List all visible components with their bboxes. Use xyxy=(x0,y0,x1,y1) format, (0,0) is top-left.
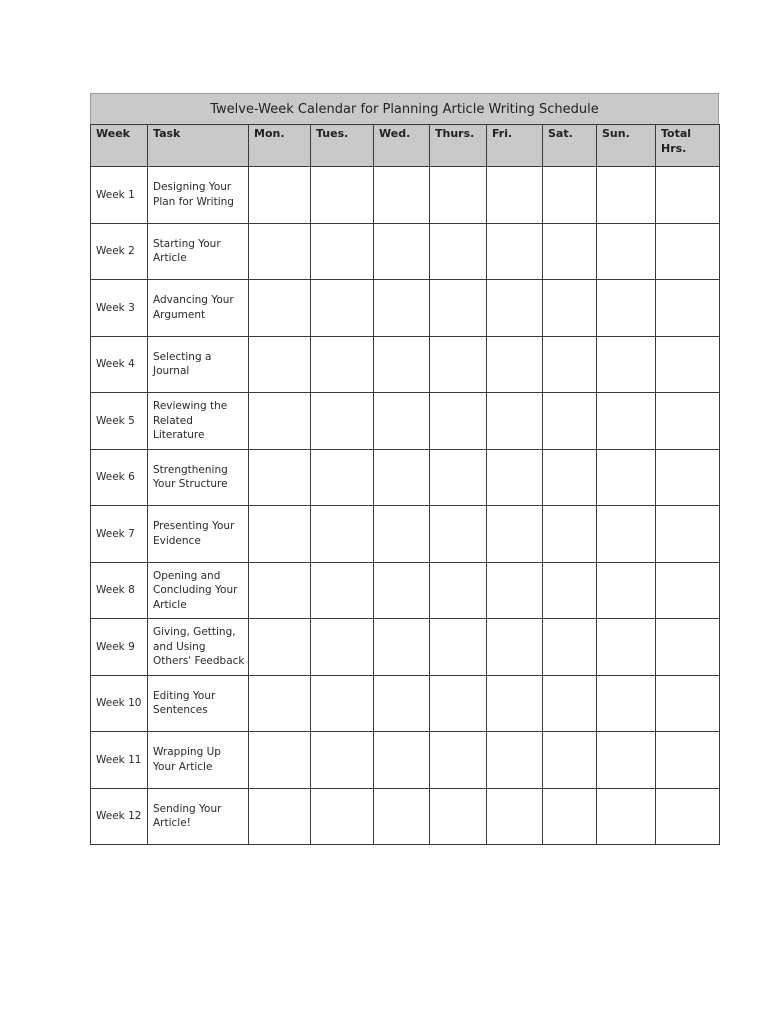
schedule-table xyxy=(90,124,720,845)
sun-hours-cell[interactable] xyxy=(597,336,656,393)
header-row xyxy=(91,125,720,167)
thurs-hours-cell[interactable] xyxy=(430,336,487,393)
sat-hours-cell[interactable] xyxy=(543,675,597,732)
thurs-hours-cell[interactable] xyxy=(430,280,487,337)
mon-hours-cell[interactable] xyxy=(249,223,311,280)
mon-hours-cell[interactable] xyxy=(249,732,311,789)
week-label: Week 1 xyxy=(91,167,148,224)
sat-hours-cell[interactable] xyxy=(543,393,597,450)
mon-hours-cell[interactable] xyxy=(249,562,311,619)
week-label: Week 2 xyxy=(91,223,148,280)
wed-hours-cell[interactable] xyxy=(374,280,430,337)
week-label: Week 11 xyxy=(91,732,148,789)
tues-hours-cell[interactable] xyxy=(311,675,374,732)
fri-hours-cell[interactable] xyxy=(487,732,543,789)
col-header-week: Week xyxy=(91,125,148,167)
total-hrs-hours-cell[interactable] xyxy=(656,393,720,450)
sat-hours-cell[interactable] xyxy=(543,732,597,789)
table-row xyxy=(91,619,720,676)
sun-hours-cell[interactable] xyxy=(597,167,656,224)
total-hrs-hours-cell[interactable] xyxy=(656,280,720,337)
mon-hours-cell[interactable] xyxy=(249,167,311,224)
table-row xyxy=(91,393,720,450)
mon-hours-cell[interactable] xyxy=(249,506,311,563)
task-label: Opening and Concluding Your Article xyxy=(148,562,249,619)
task-label: Sending Your Article! xyxy=(148,788,249,845)
col-header-sun: Sun. xyxy=(597,125,656,167)
fri-hours-cell[interactable] xyxy=(487,449,543,506)
tues-hours-cell[interactable] xyxy=(311,393,374,450)
task-label: Advancing Your Argument xyxy=(148,280,249,337)
sun-hours-cell[interactable] xyxy=(597,223,656,280)
table-row xyxy=(91,280,720,337)
total-hrs-hours-cell[interactable] xyxy=(656,167,720,224)
wed-hours-cell[interactable] xyxy=(374,393,430,450)
table-row xyxy=(91,336,720,393)
table-row xyxy=(91,449,720,506)
thurs-hours-cell[interactable] xyxy=(430,223,487,280)
total-hrs-hours-cell[interactable] xyxy=(656,788,720,845)
total-hrs-hours-cell[interactable] xyxy=(656,506,720,563)
sat-hours-cell[interactable] xyxy=(543,619,597,676)
fri-hours-cell[interactable] xyxy=(487,223,543,280)
sat-hours-cell[interactable] xyxy=(543,167,597,224)
thurs-hours-cell[interactable] xyxy=(430,788,487,845)
total-hrs-hours-cell[interactable] xyxy=(656,562,720,619)
sat-hours-cell[interactable] xyxy=(543,506,597,563)
sun-hours-cell[interactable] xyxy=(597,619,656,676)
wed-hours-cell[interactable] xyxy=(374,506,430,563)
thurs-hours-cell[interactable] xyxy=(430,393,487,450)
wed-hours-cell[interactable] xyxy=(374,167,430,224)
week-label: Week 6 xyxy=(91,449,148,506)
fri-hours-cell[interactable] xyxy=(487,393,543,450)
task-label: Reviewing the Related Literature xyxy=(148,393,249,450)
table-row xyxy=(91,788,720,845)
sun-hours-cell[interactable] xyxy=(597,506,656,563)
table-row xyxy=(91,167,720,224)
col-header-tues: Tues. xyxy=(311,125,374,167)
mon-hours-cell[interactable] xyxy=(249,619,311,676)
thurs-hours-cell[interactable] xyxy=(430,449,487,506)
sun-hours-cell[interactable] xyxy=(597,788,656,845)
fri-hours-cell[interactable] xyxy=(487,562,543,619)
fri-hours-cell[interactable] xyxy=(487,619,543,676)
thurs-hours-cell[interactable] xyxy=(430,619,487,676)
table-row xyxy=(91,223,720,280)
tues-hours-cell[interactable] xyxy=(311,336,374,393)
sat-hours-cell[interactable] xyxy=(543,336,597,393)
week-label: Week 8 xyxy=(91,562,148,619)
thurs-hours-cell[interactable] xyxy=(430,167,487,224)
thurs-hours-cell[interactable] xyxy=(430,675,487,732)
wed-hours-cell[interactable] xyxy=(374,788,430,845)
sun-hours-cell[interactable] xyxy=(597,280,656,337)
tues-hours-cell[interactable] xyxy=(311,788,374,845)
sun-hours-cell[interactable] xyxy=(597,562,656,619)
schedule-body xyxy=(91,167,720,845)
wed-hours-cell[interactable] xyxy=(374,223,430,280)
task-label: Designing Your Plan for Writing xyxy=(148,167,249,224)
task-label: Wrapping Up Your Article xyxy=(148,732,249,789)
task-label: Strengthening Your Structure xyxy=(148,449,249,506)
total-hrs-hours-cell[interactable] xyxy=(656,336,720,393)
col-header-total-hrs: Total Hrs. xyxy=(656,125,720,167)
task-label: Starting Your Article xyxy=(148,223,249,280)
tues-hours-cell[interactable] xyxy=(311,619,374,676)
task-label: Giving, Getting, and Using Others' Feedback xyxy=(148,619,249,676)
fri-hours-cell[interactable] xyxy=(487,788,543,845)
total-hrs-hours-cell[interactable] xyxy=(656,449,720,506)
tues-hours-cell[interactable] xyxy=(311,280,374,337)
week-label: Week 3 xyxy=(91,280,148,337)
wed-hours-cell[interactable] xyxy=(374,675,430,732)
mon-hours-cell[interactable] xyxy=(249,788,311,845)
wed-hours-cell[interactable] xyxy=(374,562,430,619)
sun-hours-cell[interactable] xyxy=(597,393,656,450)
sat-hours-cell[interactable] xyxy=(543,788,597,845)
task-label: Editing Your Sentences xyxy=(148,675,249,732)
week-label: Week 12 xyxy=(91,788,148,845)
mon-hours-cell[interactable] xyxy=(249,675,311,732)
mon-hours-cell[interactable] xyxy=(249,280,311,337)
col-header-task: Task xyxy=(148,125,249,167)
mon-hours-cell[interactable] xyxy=(249,393,311,450)
total-hrs-hours-cell[interactable] xyxy=(656,223,720,280)
task-label: Presenting Your Evidence xyxy=(148,506,249,563)
tues-hours-cell[interactable] xyxy=(311,449,374,506)
tues-hours-cell[interactable] xyxy=(311,562,374,619)
week-label: Week 10 xyxy=(91,675,148,732)
sat-hours-cell[interactable] xyxy=(543,562,597,619)
wed-hours-cell[interactable] xyxy=(374,336,430,393)
fri-hours-cell[interactable] xyxy=(487,675,543,732)
col-header-mon: Mon. xyxy=(249,125,311,167)
table-title: Twelve-Week Calendar for Planning Article Writing Schedule xyxy=(90,93,719,124)
total-hrs-hours-cell[interactable] xyxy=(656,675,720,732)
table-row xyxy=(91,675,720,732)
wed-hours-cell[interactable] xyxy=(374,619,430,676)
week-label: Week 7 xyxy=(91,506,148,563)
total-hrs-hours-cell[interactable] xyxy=(656,619,720,676)
thurs-hours-cell[interactable] xyxy=(430,732,487,789)
fri-hours-cell[interactable] xyxy=(487,167,543,224)
fri-hours-cell[interactable] xyxy=(487,506,543,563)
mon-hours-cell[interactable] xyxy=(249,449,311,506)
wed-hours-cell[interactable] xyxy=(374,732,430,789)
sat-hours-cell[interactable] xyxy=(543,449,597,506)
table-row xyxy=(91,506,720,563)
mon-hours-cell[interactable] xyxy=(249,336,311,393)
week-label: Week 9 xyxy=(91,619,148,676)
col-header-thurs: Thurs. xyxy=(430,125,487,167)
week-label: Week 4 xyxy=(91,336,148,393)
col-header-fri: Fri. xyxy=(487,125,543,167)
sun-hours-cell[interactable] xyxy=(597,732,656,789)
table-row xyxy=(91,732,720,789)
tues-hours-cell[interactable] xyxy=(311,167,374,224)
sun-hours-cell[interactable] xyxy=(597,449,656,506)
col-header-wed: Wed. xyxy=(374,125,430,167)
tues-hours-cell[interactable] xyxy=(311,223,374,280)
total-hrs-hours-cell[interactable] xyxy=(656,732,720,789)
col-header-sat: Sat. xyxy=(543,125,597,167)
tues-hours-cell[interactable] xyxy=(311,732,374,789)
fri-hours-cell[interactable] xyxy=(487,336,543,393)
task-label: Selecting a Journal xyxy=(148,336,249,393)
wed-hours-cell[interactable] xyxy=(374,449,430,506)
thurs-hours-cell[interactable] xyxy=(430,562,487,619)
week-label: Week 5 xyxy=(91,393,148,450)
thurs-hours-cell[interactable] xyxy=(430,506,487,563)
sat-hours-cell[interactable] xyxy=(543,223,597,280)
sun-hours-cell[interactable] xyxy=(597,675,656,732)
sat-hours-cell[interactable] xyxy=(543,280,597,337)
fri-hours-cell[interactable] xyxy=(487,280,543,337)
tues-hours-cell[interactable] xyxy=(311,506,374,563)
table-row xyxy=(91,562,720,619)
schedule-sheet xyxy=(90,93,719,845)
